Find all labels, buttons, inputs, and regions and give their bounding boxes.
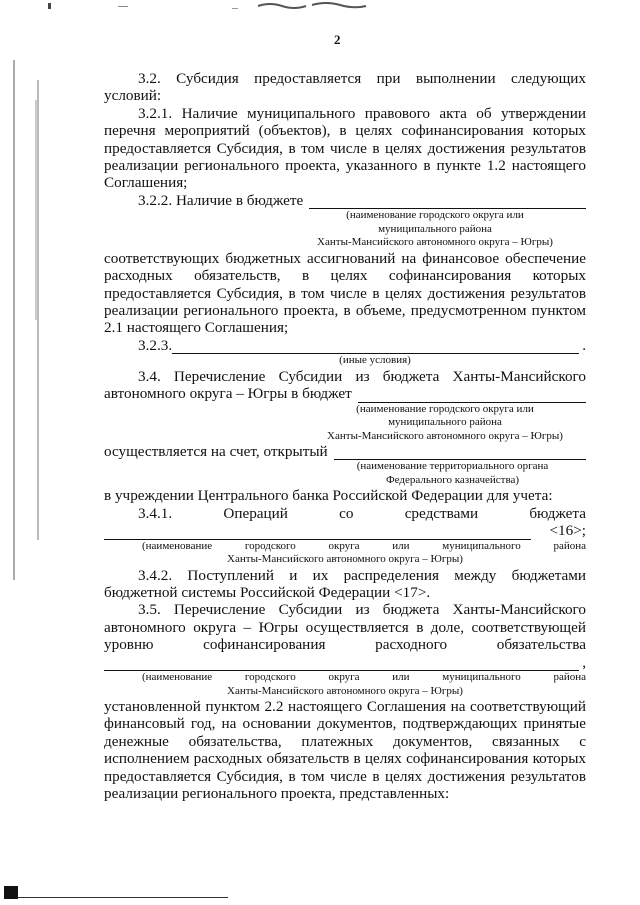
scan-corner-marker	[4, 886, 18, 899]
scan-bottom-line	[18, 897, 228, 898]
caption-line: Федерального казначейства)	[385, 473, 520, 486]
footnote-ref: <16>;	[549, 522, 586, 540]
caption-line: Ханты-Мансийского автономного округа – Югры)	[327, 429, 563, 442]
budget-name-blank	[358, 388, 586, 403]
caption-line: (наименование городского округа или	[356, 402, 534, 415]
clause-3-4-text: автономного округа – Югры в бюджет	[104, 385, 352, 403]
clause-3-4-2: 3.4.2. Поступлений и их распределения между бюджетами бюджетной системы Российской Федерации <17>.	[104, 566, 586, 602]
clause-3-4-1-line2	[104, 522, 586, 539]
clause-3-2-2-lead	[104, 192, 586, 209]
account-text: осуществляется на счет, открытый	[104, 443, 328, 460]
punctuation: ,	[582, 653, 586, 671]
caption-budget-4-line1: (наименование городского округа или муниципального района	[142, 671, 586, 684]
caption-line: Ханты-Мансийского автономного округа – Югры)	[317, 236, 553, 249]
word: Операций	[223, 504, 288, 522]
punctuation: .	[582, 336, 586, 354]
clause-3-2-2-label: 3.2.2. Наличие в бюджете	[138, 191, 304, 209]
budget-name-blank	[104, 656, 579, 671]
word: 3.4.1.	[138, 504, 173, 522]
other-conditions-blank	[172, 339, 579, 354]
caption-line: муниципального района	[388, 416, 502, 428]
caption-budget-1	[104, 209, 586, 250]
clause-3-4-line2	[104, 385, 586, 402]
caption-line: (наименование городского округа или	[346, 209, 524, 222]
word: средствами	[404, 504, 479, 522]
treasury-blank	[334, 445, 586, 460]
caption-line: муниципального района	[378, 222, 492, 235]
budget-name-blank	[104, 525, 531, 540]
clause-3-2-1: 3.2.1. Наличие муниципального правового акта об утверждении перечня мероприятий (объектов), в целях софинансирования которых предоставляется Субсидия, в том числе в целях достижения результатов реализации регионального проекта, указанного в пункте 1.2 настоящего Соглашения;	[104, 104, 586, 192]
caption-treasury	[104, 460, 586, 487]
scan-noise-top	[0, 0, 640, 14]
caption-budget-3-line1: (наименование городского округа или муниципального района	[142, 539, 586, 552]
clause-3-5: 3.5. Перечисление Субсидии из бюджета Ханты-Мансийского автономного округа – Югры осуществляется в доле, соответствующей уровню софинансирования расходного обязательства	[104, 601, 586, 654]
clause-3-4-bank: в учреждении Центрального банка Российской Федерации для учета:	[104, 487, 553, 505]
clause-3-2-3-label: 3.2.3.	[138, 336, 173, 354]
word: бюджета	[529, 504, 586, 522]
budget-name-blank	[309, 194, 586, 209]
clause-3-4-1	[104, 505, 586, 522]
clause-3-4-account	[104, 443, 586, 460]
word: со	[339, 504, 354, 522]
document-body	[104, 70, 586, 803]
caption-other-conditions: (иные условия)	[339, 354, 411, 367]
caption-budget-4-line2: Ханты-Мансийского автономного округа – Югры)	[227, 684, 463, 697]
clause-3-5-body: установленной пунктом 2.2 настоящего Соглашения на соответствующий финансовый год, на основании документов, подтверждающих принятые денежные обязательства, платежных документов, связанных с исполнением расходных обязательств в целях софинансирования которых предоставляется Субсидия, в том числе в целях достижения результатов реализации регионального проекта, представленных:	[104, 698, 586, 803]
scan-binding-marks	[6, 20, 46, 620]
clause-3-2-2-body: соответствующих бюджетных ассигнований на финансовое обеспечение расходных обязательств, в целях софинансирования которых предоставляется Субсидия, в том числе в целях достижения результатов реализации регионального проекта, в объеме, предусмотренном пунктом 2.1 настоящего Соглашения;	[104, 249, 586, 337]
clause-3-2-3	[104, 337, 586, 354]
caption-line: (наименование территориального органа	[356, 460, 549, 473]
page-number: 2	[334, 32, 341, 47]
caption-budget-3-line2: Ханты-Мансийского автономного округа – Югры)	[227, 553, 463, 566]
clause-3-4-line1: 3.4. Перечисление Субсидии из бюджета Ханты-Мансийского	[138, 367, 586, 385]
clause-3-5-blank	[104, 654, 586, 671]
caption-budget-2	[104, 403, 586, 444]
clause-3-2: 3.2. Субсидия предоставляется при выполнении следующих условий:	[104, 70, 586, 105]
